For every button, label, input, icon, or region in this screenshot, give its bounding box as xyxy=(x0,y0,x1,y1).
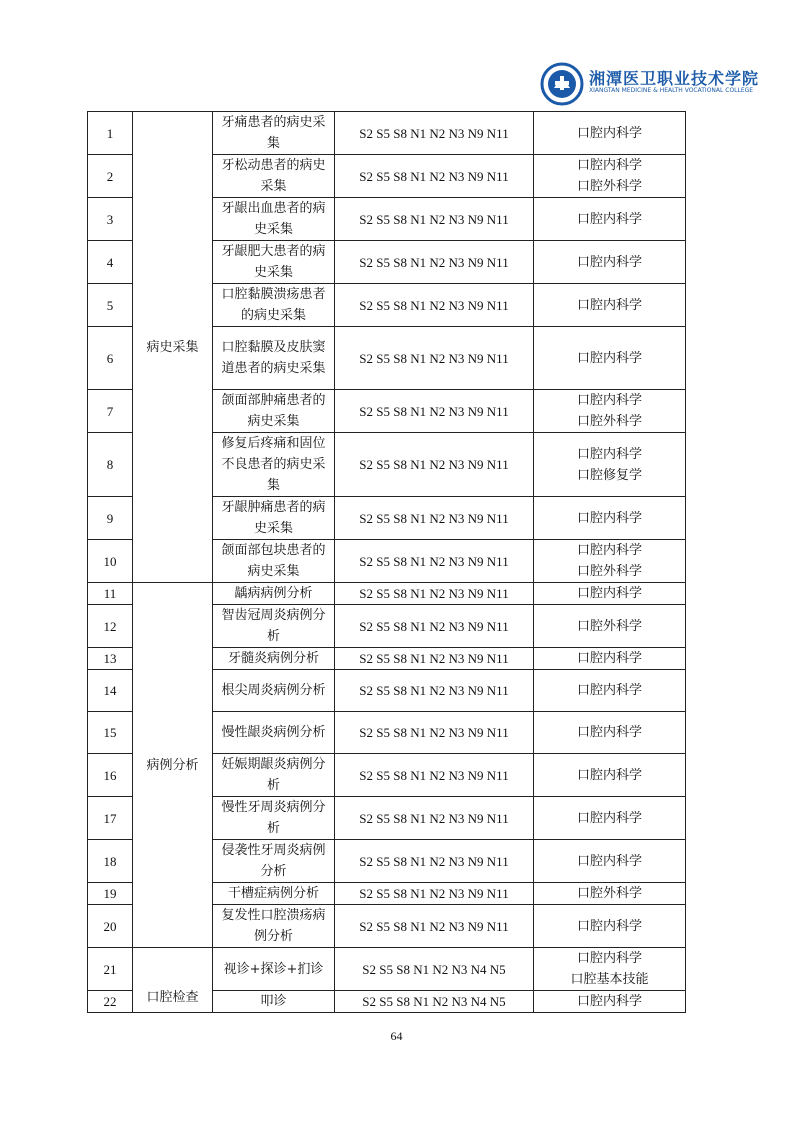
competency-codes-cell: S2 S5 S8 N1 N2 N3 N9 N11 xyxy=(335,155,534,198)
department-cell xyxy=(534,198,686,241)
department-cell xyxy=(534,905,686,948)
item-cell: 牙龈肿痛患者的病史采集 xyxy=(213,497,335,540)
row-number: 14 xyxy=(88,670,133,712)
competency-codes-cell: S2 S5 S8 N1 N2 N3 N9 N11 xyxy=(335,327,534,390)
department-name: 口腔内科学 xyxy=(576,918,642,934)
department-name: 口腔内科学 xyxy=(576,586,642,601)
department-name: 口腔修复学 xyxy=(576,467,642,483)
department-cell xyxy=(534,797,686,840)
department-name: 口腔内科学 xyxy=(576,725,642,740)
table-row xyxy=(88,583,686,605)
competency-codes-cell: S2 S5 S8 N1 N2 N3 N9 N11 xyxy=(335,583,534,605)
row-number: 7 xyxy=(88,390,133,433)
department-name: 口腔内科学 xyxy=(576,651,642,666)
row-number: 3 xyxy=(88,198,133,241)
competency-codes-cell: S2 S5 S8 N1 N2 N3 N4 N5 xyxy=(335,948,534,991)
department-cell xyxy=(534,712,686,754)
item-cell: 叩诊 xyxy=(213,991,335,1013)
competency-codes-cell: S2 S5 S8 N1 N2 N3 N9 N11 xyxy=(335,670,534,712)
item-cell: 颌面部包块患者的病史采集 xyxy=(213,540,335,583)
college-name-en: XIANGTAN MEDICINE & HEALTH VOCATIONAL COLLEGE xyxy=(589,87,754,94)
department-name: 口腔内科学 xyxy=(576,125,642,141)
row-number: 13 xyxy=(88,648,133,670)
department-cell xyxy=(534,883,686,905)
competency-codes-cell: S2 S5 S8 N1 N2 N3 N9 N11 xyxy=(335,198,534,241)
item-cell: 口腔黏膜溃疡患者的病史采集 xyxy=(213,284,335,327)
item-cell: 牙髓炎病例分析 xyxy=(213,648,335,670)
competency-codes-cell: S2 S5 S8 N1 N2 N3 N9 N11 xyxy=(335,712,534,754)
row-number: 12 xyxy=(88,605,133,648)
table-row xyxy=(88,948,686,991)
department-name: 口腔内科学 xyxy=(576,446,642,462)
college-logo xyxy=(540,62,760,106)
item-cell: 妊娠期龈炎病例分析 xyxy=(213,754,335,797)
item-cell: 干槽症病例分析 xyxy=(213,883,335,905)
item-cell: 修复后疼痛和固位不良患者的病史采集 xyxy=(213,433,335,497)
item-cell: 牙痛患者的病史采集 xyxy=(213,112,335,155)
department-name: 口腔内科学 xyxy=(576,350,642,366)
department-name: 口腔外科学 xyxy=(576,886,642,901)
competency-codes-cell: S2 S5 S8 N1 N2 N3 N9 N11 xyxy=(335,754,534,797)
row-number: 15 xyxy=(88,712,133,754)
department-cell xyxy=(534,670,686,712)
row-number: 10 xyxy=(88,540,133,583)
row-number: 21 xyxy=(88,948,133,991)
competency-codes-cell: S2 S5 S8 N1 N2 N3 N9 N11 xyxy=(335,905,534,948)
department-cell xyxy=(534,948,686,991)
college-emblem-icon xyxy=(540,62,586,106)
department-cell xyxy=(534,433,686,497)
department-name: 口腔外科学 xyxy=(576,618,642,634)
department-name: 口腔内科学 xyxy=(576,254,642,270)
department-name: 口腔内科学 xyxy=(576,683,642,698)
item-cell: 视诊+探诊+扪诊 xyxy=(213,948,335,991)
department-cell xyxy=(534,648,686,670)
item-cell: 慢性龈炎病例分析 xyxy=(213,712,335,754)
category-cell: 口腔检查 xyxy=(133,948,213,1013)
department-name: 口腔外科学 xyxy=(576,414,642,429)
department-name: 口腔内科学 xyxy=(576,510,642,526)
row-number: 18 xyxy=(88,840,133,883)
row-number: 2 xyxy=(88,155,133,198)
department-name: 口腔外科学 xyxy=(576,564,642,579)
item-cell: 牙龈肥大患者的病史采集 xyxy=(213,241,335,284)
competency-codes-cell: S2 S5 S8 N1 N2 N3 N9 N11 xyxy=(335,497,534,540)
competency-codes-cell: S2 S5 S8 N1 N2 N3 N4 N5 xyxy=(335,991,534,1013)
department-cell xyxy=(534,540,686,583)
table-row xyxy=(88,112,686,155)
item-cell: 牙松动患者的病史采集 xyxy=(213,155,335,198)
department-cell xyxy=(534,112,686,155)
competency-codes-cell: S2 S5 S8 N1 N2 N3 N9 N11 xyxy=(335,112,534,155)
row-number: 9 xyxy=(88,497,133,540)
department-name: 口腔基本技能 xyxy=(570,972,649,987)
department-cell xyxy=(534,840,686,883)
category-cell: 病史采集 xyxy=(133,112,213,583)
department-name: 口腔内科学 xyxy=(576,158,642,173)
row-number: 19 xyxy=(88,883,133,905)
row-number: 6 xyxy=(88,327,133,390)
department-cell xyxy=(534,390,686,433)
competency-codes-cell: S2 S5 S8 N1 N2 N3 N9 N11 xyxy=(335,648,534,670)
row-number: 22 xyxy=(88,991,133,1013)
department-cell xyxy=(534,991,686,1013)
row-number: 1 xyxy=(88,112,133,155)
department-cell xyxy=(534,605,686,648)
item-cell: 龋病病例分析 xyxy=(213,583,335,605)
department-cell xyxy=(534,241,686,284)
department-name: 口腔内科学 xyxy=(576,393,642,408)
department-name: 口腔外科学 xyxy=(576,179,642,194)
item-cell: 根尖周炎病例分析 xyxy=(213,670,335,712)
row-number: 4 xyxy=(88,241,133,284)
department-cell xyxy=(534,155,686,198)
item-cell: 复发性口腔溃疡病例分析 xyxy=(213,905,335,948)
competency-codes-cell: S2 S5 S8 N1 N2 N3 N9 N11 xyxy=(335,433,534,497)
competency-codes-cell: S2 S5 S8 N1 N2 N3 N9 N11 xyxy=(335,605,534,648)
department-cell xyxy=(534,284,686,327)
college-name: 湘潭医卫职业技术学院 xyxy=(589,69,760,88)
department-cell xyxy=(534,497,686,540)
department-name: 口腔内科学 xyxy=(576,853,642,869)
competency-codes-cell: S2 S5 S8 N1 N2 N3 N9 N11 xyxy=(335,284,534,327)
row-number: 8 xyxy=(88,433,133,497)
row-number: 17 xyxy=(88,797,133,840)
department-name: 口腔内科学 xyxy=(576,951,642,966)
department-name: 口腔内科学 xyxy=(576,543,642,558)
course-table xyxy=(87,111,686,1013)
department-cell xyxy=(534,754,686,797)
row-number: 5 xyxy=(88,284,133,327)
row-number: 16 xyxy=(88,754,133,797)
competency-codes-cell: S2 S5 S8 N1 N2 N3 N9 N11 xyxy=(335,797,534,840)
item-cell: 慢性牙周炎病例分析 xyxy=(213,797,335,840)
department-cell xyxy=(534,583,686,605)
competency-codes-cell: S2 S5 S8 N1 N2 N3 N9 N11 xyxy=(335,390,534,433)
row-number: 20 xyxy=(88,905,133,948)
page-number: 64 xyxy=(390,1029,403,1043)
department-name: 口腔内科学 xyxy=(576,994,642,1009)
department-name: 口腔内科学 xyxy=(576,810,642,826)
item-cell: 侵袭性牙周炎病例分析 xyxy=(213,840,335,883)
table-body xyxy=(88,112,686,1013)
department-name: 口腔内科学 xyxy=(576,211,642,227)
item-cell: 口腔黏膜及皮肤窦道患者的病史采集 xyxy=(213,327,335,390)
department-cell xyxy=(534,327,686,390)
item-cell: 颌面部肿痛患者的病史采集 xyxy=(213,390,335,433)
competency-codes-cell: S2 S5 S8 N1 N2 N3 N9 N11 xyxy=(335,241,534,284)
department-name: 口腔内科学 xyxy=(576,767,642,783)
item-cell: 智齿冠周炎病例分析 xyxy=(213,605,335,648)
department-name: 口腔内科学 xyxy=(576,297,642,313)
category-cell: 病例分析 xyxy=(133,583,213,948)
row-number: 11 xyxy=(88,583,133,605)
item-cell: 牙龈出血患者的病史采集 xyxy=(213,198,335,241)
competency-codes-cell: S2 S5 S8 N1 N2 N3 N9 N11 xyxy=(335,840,534,883)
competency-codes-cell: S2 S5 S8 N1 N2 N3 N9 N11 xyxy=(335,883,534,905)
competency-codes-cell: S2 S5 S8 N1 N2 N3 N9 N11 xyxy=(335,540,534,583)
